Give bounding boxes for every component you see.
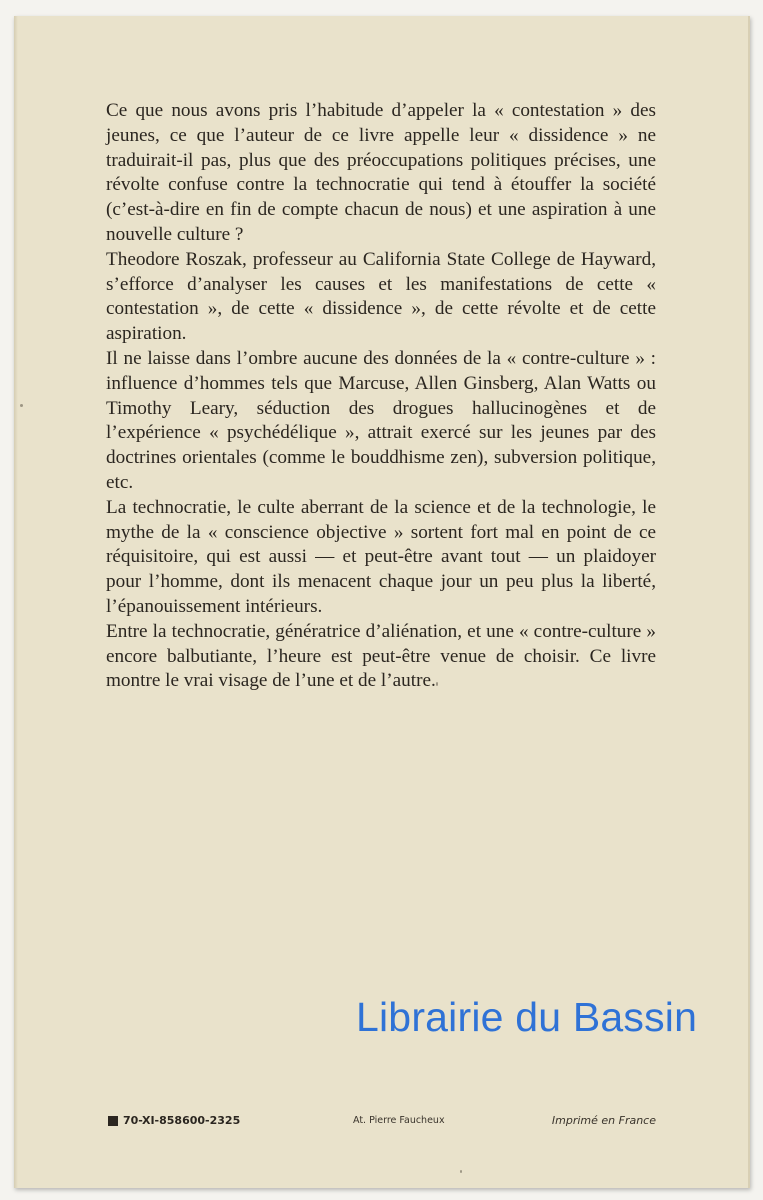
- paper-speck: [436, 682, 438, 686]
- blurb-paragraph-5: Entre la technocratie, génératrice d’aliénation, et une « contre-culture » encore balbutiante, l’heure est peut-être venue de choisir. Ce livre montre le vrai visage de l’une et de l’autre.: [106, 620, 656, 692]
- cover-edge: [14, 16, 18, 1188]
- isbn-text: 70-XI-858600-2325: [123, 1114, 241, 1127]
- blurb-paragraph-3: Il ne laisse dans l’ombre aucune des données de la « contre-culture » : influence d’hommes tels que Marcuse, Allen Ginsberg, Alan Watts ou Timothy Leary, séduction des drogues hallucinogènes et de l’expérience « psychédélique », attrait exercé sur les jeunes par des doctrines orientales (comme le bouddhisme zen), subversion politique, etc.: [106, 347, 656, 493]
- blurb-paragraph-2: Theodore Roszak, professeur au California State College de Hayward, s’efforce d’analyser les causes et les manifestations de cette « contestation », de cette « dissidence », de cette révolte et de cette aspiration.: [106, 248, 656, 345]
- square-icon: [108, 1116, 118, 1126]
- printed-in-notice: Imprimé en France: [551, 1114, 656, 1127]
- blurb-paragraph-4: La technocratie, le culte aberrant de la science et de la technologie, le mythe de la « conscience objective » sortent fort mal en point de ce réquisitoire, qui est aussi — et peut-être avant tout — un plaidoyer pour l’homme, dont ils menacent chaque jour un peu plus la liberté, l’épanouissement intérieurs.: [106, 496, 656, 617]
- blurb-text: [106, 99, 656, 694]
- bookseller-watermark: Librairie du Bassin: [356, 994, 698, 1040]
- cover-footer: [108, 1114, 658, 1130]
- isbn-code: [108, 1114, 240, 1127]
- paper-speck: [460, 1170, 462, 1173]
- paper-speck: [20, 404, 23, 407]
- blurb-paragraph-1: Ce que nous avons pris l’habitude d’appeler la « contestation » des jeunes, ce que l’auteur de ce livre appelle leur « dissidence » ne traduirait-il pas, plus que des préoccupations politiques précises, une révolte confuse contre la technocratie qui tend à étouffer la société (c’est-à-dire en fin de compte chacun de nous) et une aspiration à une nouvelle culture ?: [106, 100, 656, 245]
- designer-credit: At. Pierre Faucheux: [353, 1115, 445, 1126]
